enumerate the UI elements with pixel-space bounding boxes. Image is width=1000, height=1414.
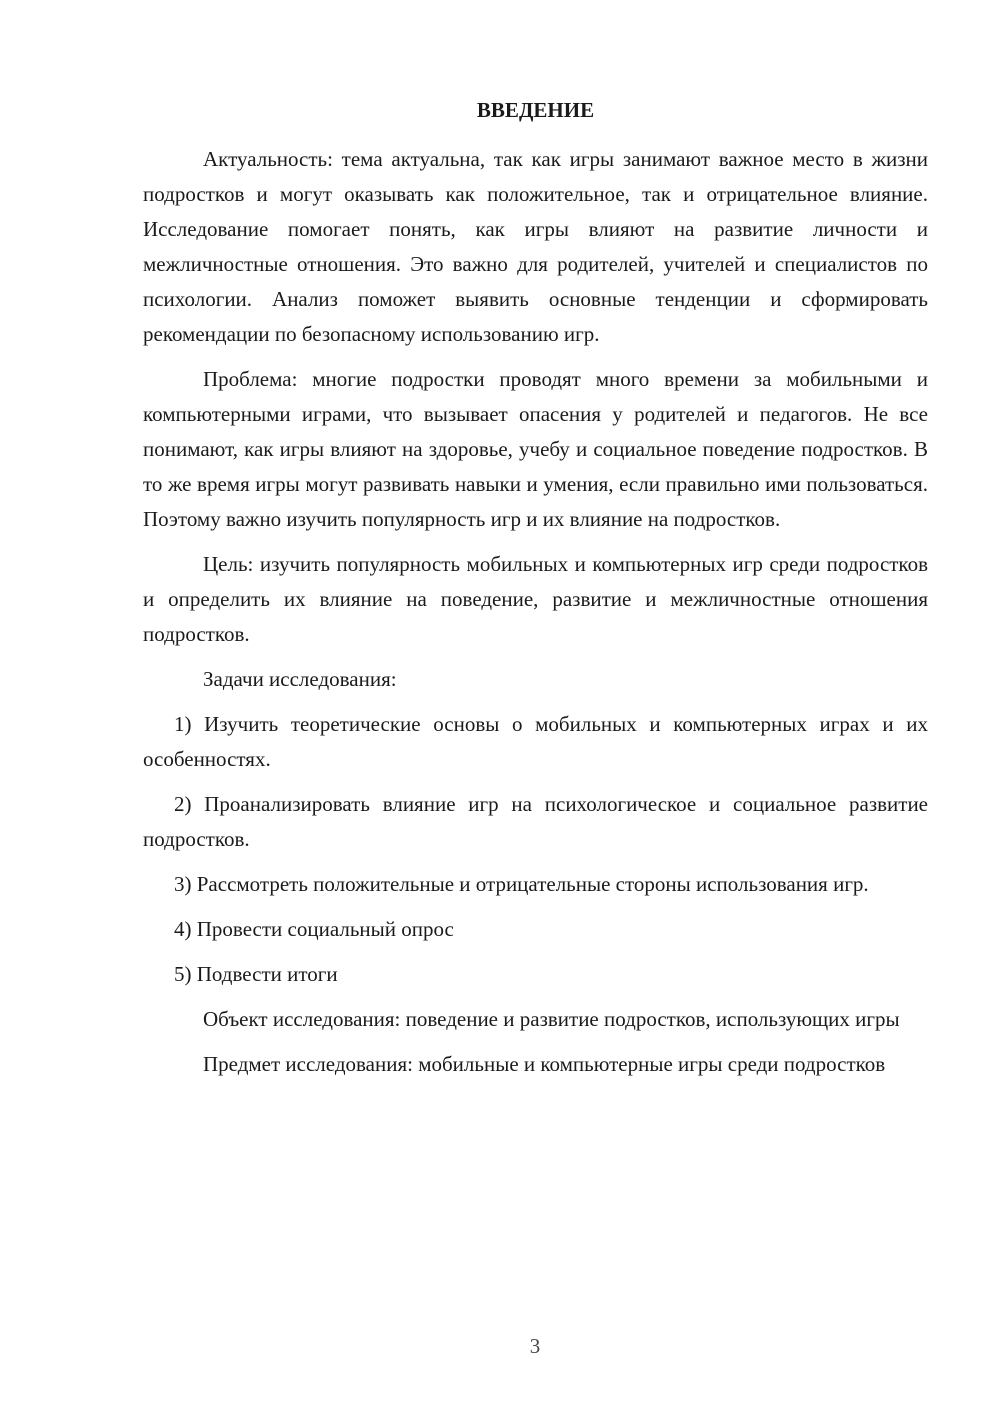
task-item-4: 4) Провести социальный опрос [174, 917, 454, 941]
goal-paragraph: Цель: изучить популярность мобильных и компьютерных игр среди подростков и определить их влияние на поведение, развитие и межличностные отношения подростков. [143, 552, 928, 646]
document-page [143, 92, 928, 1092]
task-item-5: 5) Подвести итоги [174, 962, 338, 986]
relevance-paragraph: Актуальность: тема актуальна, так как игры занимают важное место в жизни подростков и могут оказывать как положительное, так и отрицательное влияние. Исследование помогает понять, как игры влияют на развитие личности и межличностные отношения. Это важно для родителей, учителей и специалистов по психологии. Анализ поможет выявить основные тенденции и сформировать рекомендации по безопасному использованию игр. [143, 147, 928, 346]
tasks-title: Задачи исследования: [203, 667, 397, 691]
page-number: 3 [529, 1334, 541, 1358]
task-item-2: 2) Проанализировать влияние игр на психологическое и социальное развитие подростков. [143, 792, 928, 851]
problem-paragraph: Проблема: многие подростки проводят много времени за мобильными и компьютерными играми, что вызывает опасения у родителей и педагогов. Не все понимают, как игры влияют на здоровье, учебу и социальное поведение подростков. В то же время игры могут развивать навыки и умения, если правильно ими пользоваться. Поэтому важно изучить популярность игр и их влияние на подростков. [143, 367, 928, 531]
object-paragraph: Объект исследования: поведение и развитие подростков, использующих игры [203, 1007, 900, 1031]
subject-paragraph: Предмет исследования: мобильные и компьютерные игры среди подростков [203, 1052, 886, 1076]
task-item-3: 3) Рассмотреть положительные и отрицательные стороны использования игр. [174, 872, 869, 896]
task-item-1: 1) Изучить теоретические основы о мобильных и компьютерных играх и их особенностях. [143, 712, 928, 771]
section-heading: ВВЕДЕНИЕ [476, 98, 595, 122]
